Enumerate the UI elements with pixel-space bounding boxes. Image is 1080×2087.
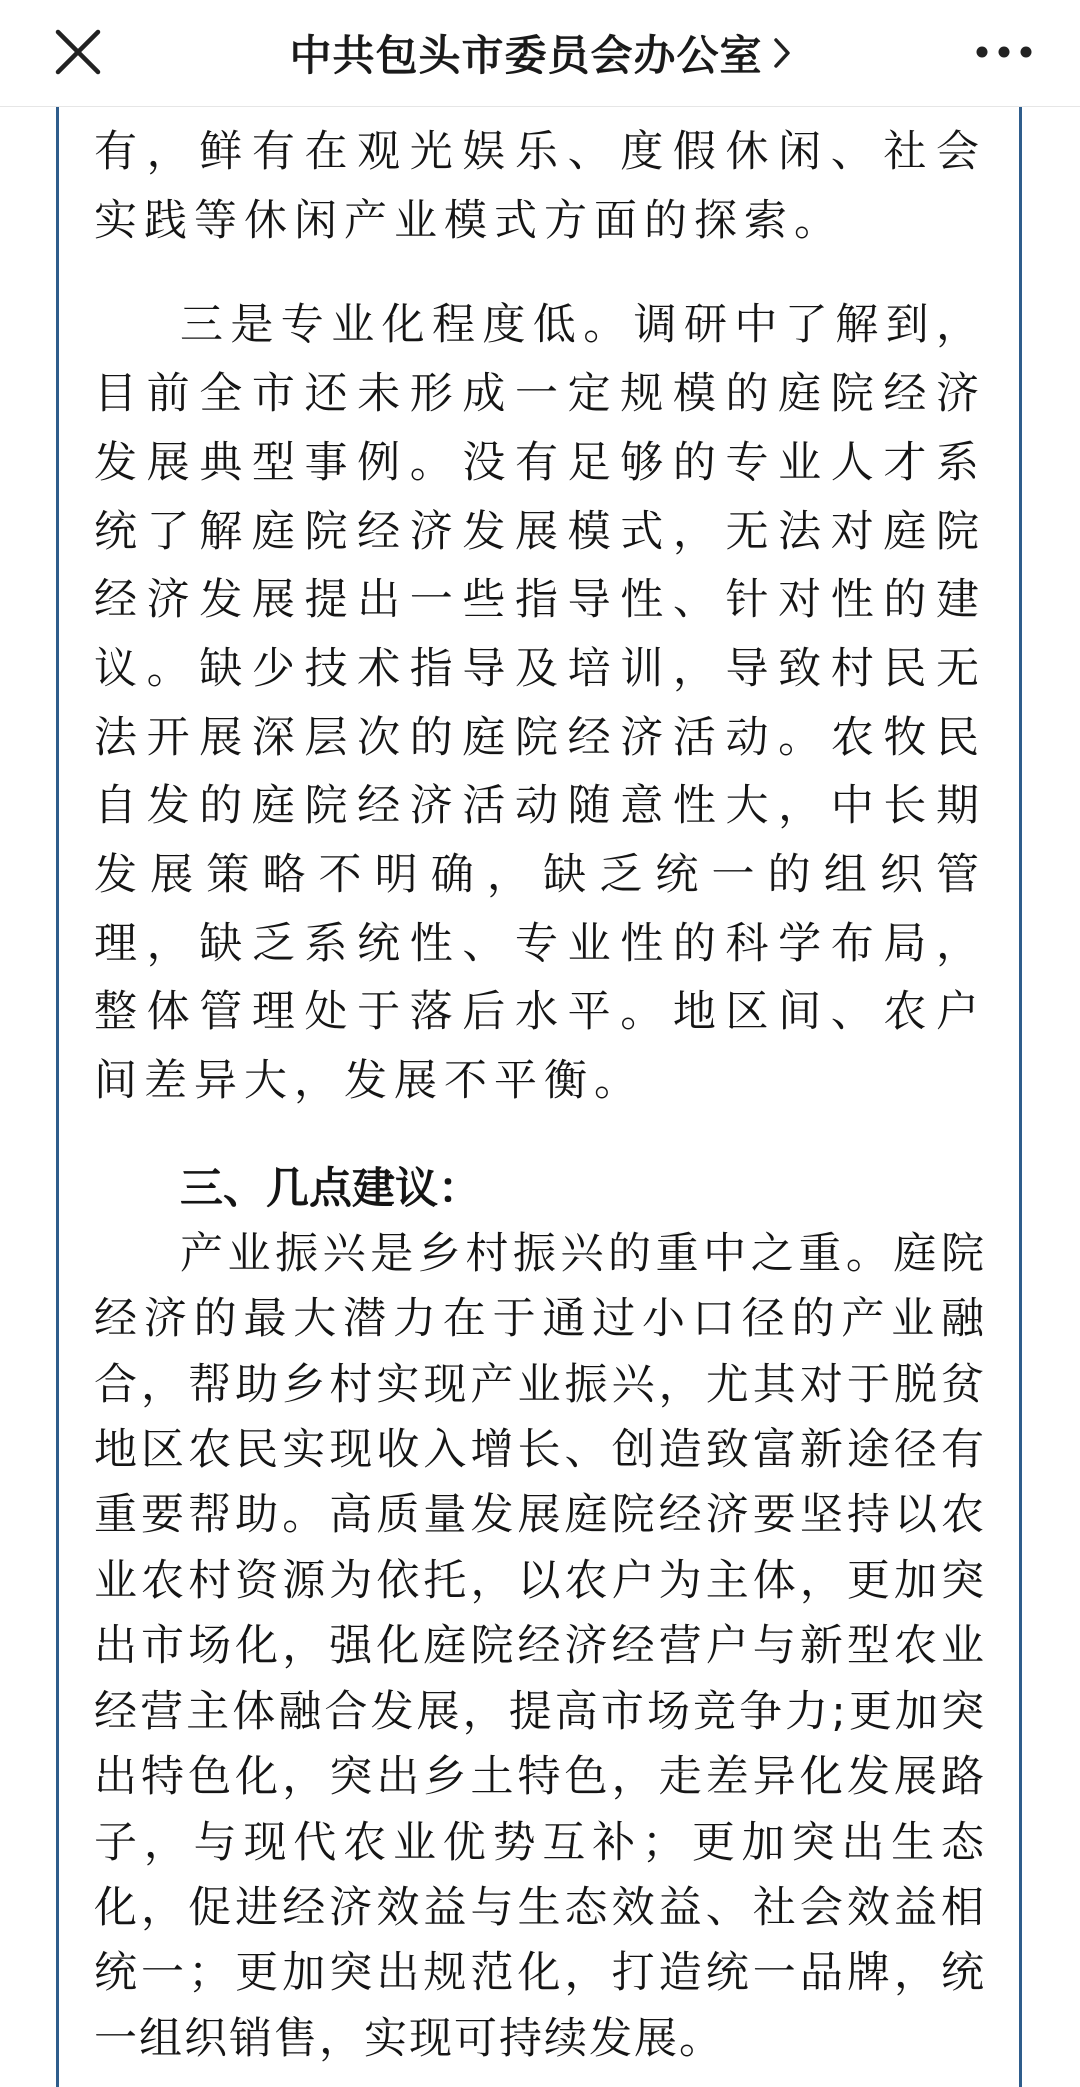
page-title: 中共包头市委员会办公室: [289, 31, 763, 80]
article-paragraph: 有，鲜有在观光娱乐、度假休闲、社会实践等休闲产业模式方面的探索。: [94, 127, 986, 246]
close-button[interactable]: [52, 26, 104, 78]
close-icon: [52, 26, 104, 78]
article-paragraph: 产业振兴是乡村振兴的重中之重。庭院经济的最大潜力在于通过小口径的产业融合，帮助乡村实现产业振兴，尤其对于脱贫地区农民实现收入增长、创造致富新途径有重要帮助。高质量发展庭院经济要坚持以农业农村资源为依托，以农户为主体，更加突出市场化，强化庭院经济经营户与新型农业经营主体融合发展，提高市场竞争力;更加突出特色化，突出乡土特色，走差异化发展路子，与现代农业优势互补；更加突出生态化，促进经济效益与生态效益、社会效益相统一；更加突出规范化，打造统一品牌，统一组织销售，实现可持续发展。: [94, 1228, 986, 2064]
account-title-link[interactable]: [220, 0, 860, 106]
article-body: [94, 118, 986, 2072]
more-options-button[interactable]: [972, 32, 1036, 72]
chevron-right-icon: [773, 37, 791, 69]
more-icon: [972, 32, 1036, 72]
top-navigation-bar: [0, 0, 1080, 107]
article-paragraph: 三是专业化程度低。调研中了解到，目前全市还未形成一定规模的庭院经济发展典型事例。没有足够的专业人才系统了解庭院经济发展模式，无法对庭院经济发展提出一些指导性、针对性的建议。缺少技术指导及培训，导致村民无法开展深层次的庭院经济活动。农牧民自发的庭院经济活动随意性大，中长期发展策略不明确，缺乏统一的组织管理，缺乏系统性、专业性的科学布局，整体管理处于落后水平。地区间、农户间差异大，发展不平衡。: [94, 300, 986, 1107]
section-heading: 三、几点建议：: [180, 1163, 481, 1214]
